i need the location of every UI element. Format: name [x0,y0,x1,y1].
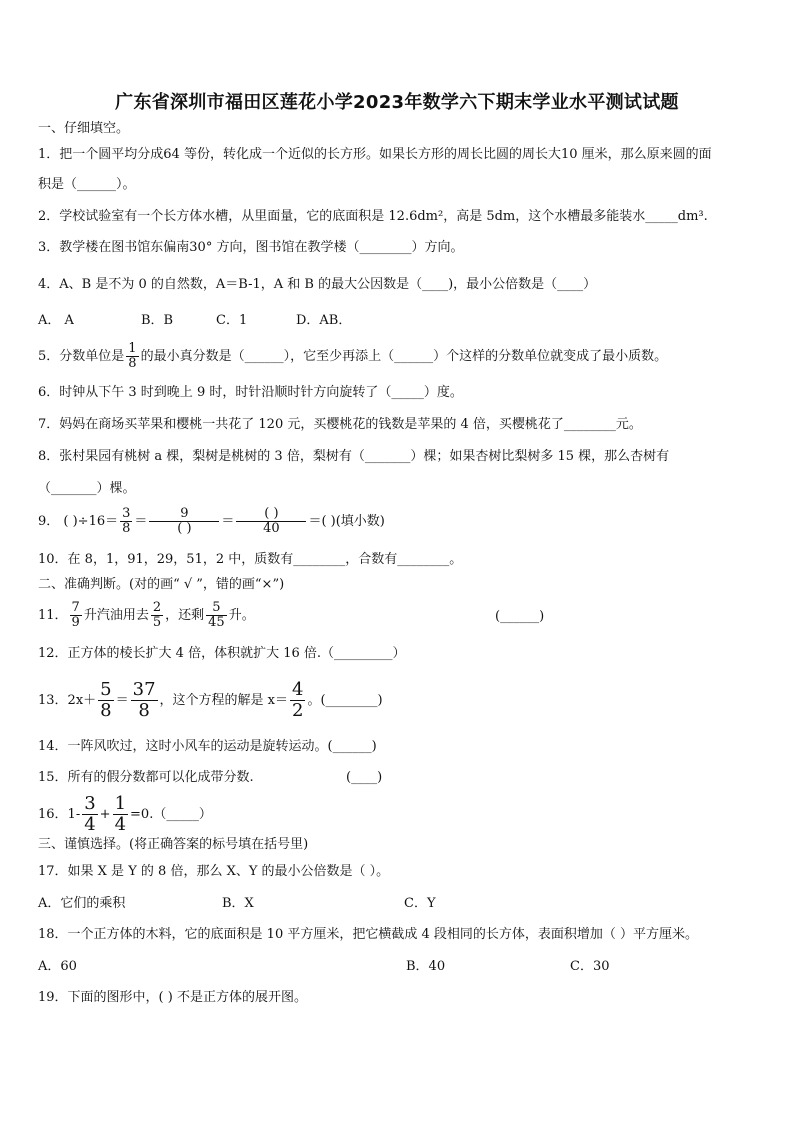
question-13-end: 。(________) [307,693,383,708]
answer-blank: (____) [346,770,383,785]
question-10: 10．在 8，1，91，29，51，2 中，质数有________，合数有________。 [38,552,463,567]
numerator: 1 [114,793,127,814]
equals-sign: ＝ [115,693,129,708]
numerator: 3 [84,793,96,814]
question-4: 4．A、B 是不为 0 的自然数，A＝B-1，A 和 B 的最大公因数是（____)，最小公倍数是（____） [38,277,597,292]
question-1-line-2: 积是（______）。 [38,177,136,192]
question-15 [38,770,438,786]
numerator: 1 [128,341,137,356]
question-8-line-1: 8．张村果园有桃树 a 棵，梨树是桃树的 3 倍，梨树有（_______）棵；如果杏树比梨树多 15 棵，那么杏树有 [38,449,670,464]
plus-sign: + [99,807,111,822]
question-16 [38,794,212,835]
question-16-start: 16．1- [38,807,81,822]
denominator: 5 [152,615,162,630]
question-12: 12．正方体的棱长扩大 4 倍，体积就扩大 16 倍.（_________） [38,646,406,661]
question-13-start: 13．2x＋ [38,693,97,708]
option-a: A．60 [38,959,77,974]
question-6: 6．时钟从下午 3 时到晚上 9 时，时针沿顺时针方向旋转了（_____）度。 [38,385,463,400]
equals-sign: ＝ [221,514,235,529]
exam-title: 广东省深圳市福田区莲花小学2023年数学六下期末学业水平测试试题 [115,92,679,113]
question-13 [38,680,383,721]
equals-sign: ＝ [134,514,148,529]
question-5-start: 5．分数单位是 [38,349,125,364]
option-b: B．X [222,896,254,911]
numerator: 3 [122,506,131,521]
answer-blank: (______) [495,609,545,624]
section-heading-3: 三、谨慎选择。(将正确答案的标号填在括号里) [38,837,309,852]
option-a: A．它们的乘积 [38,896,126,911]
question-11-text-3: 升。 [228,608,255,623]
question-5 [38,342,667,371]
denominator: 8 [122,521,131,536]
question-2: 2．学校试验室有一个长方体水槽，从里面量，它的底面积是 12.6dm²，高是 5dm，这个水槽最多能装水_____dm³. [38,209,708,224]
question-11-text-2: ，还剩 [165,608,205,623]
fraction-blank-40 [236,507,306,536]
option-c: C．Y [404,896,436,911]
question-11-text-1: 升汽油用去 [83,608,149,623]
fraction-5-8 [98,680,113,721]
question-3: 3．教学楼在图书馆东偏南30° 方向，图书馆在教学楼（________）方向。 [38,240,464,255]
denominator: 8 [138,700,150,721]
fraction-37-8 [131,680,158,721]
numerator: ( ) [236,507,306,522]
question-16-end: =0.（_____） [130,807,212,822]
fraction-7-9 [70,601,82,630]
question-7: 7．妈妈在商场买苹果和樱桃一共花了 120 元，买樱桃花的钱数是苹果的 4 倍，买樱桃花了________元。 [38,417,642,432]
question-15-text: 15．所有的假分数都可以化成带分数. [38,770,254,785]
question-5-end: 的最小真分数是（______），它至少再添上（______）个这样的分数单位就变成了最小质数。 [140,349,668,364]
question-11 [38,601,758,630]
numerator: 7 [71,600,80,615]
question-9-start: 9． ( )÷16＝ [38,514,119,529]
question-1-line-1: 1．把一个圆平均分成64 等份，转化成一个近似的长方形。如果长方形的周长比圆的周长大10 厘米，那么原来圆的面 [38,147,712,162]
fraction-2-5 [151,601,163,630]
option-b: B．B [141,313,174,328]
fraction-3-4 [82,794,97,835]
fraction-1-8 [126,342,138,371]
denominator: 8 [128,356,137,371]
question-19: 19．下面的图形中，( ) 不是正方体的展开图。 [38,990,307,1005]
numerator: 5 [100,679,112,700]
denominator: ( ) [177,521,192,536]
section-heading-1: 一、仔细填空。 [38,121,130,136]
denominator: 9 [71,615,80,630]
question-14: 14．一阵风吹过，这时小风车的运动是旋转运动。(______) [38,739,377,754]
fraction-9-blank [149,507,219,536]
question-9-end: ＝( )(填小数) [308,514,385,529]
question-8-line-2: （_______）棵。 [38,481,136,496]
denominator: 4 [114,814,127,835]
option-c: C．30 [570,959,610,974]
question-17: 17．如果 X 是 Y 的 8 倍，那么 X、Y 的最小公倍数是（ ）。 [38,864,390,879]
numerator: 5 [206,601,227,616]
fraction-3-8 [120,507,132,536]
question-18: 18．一个正方体的木料，它的底面积是 10 平方厘米，把它横截成 4 段相同的长方体，表面积增加（ ）平方厘米。 [38,927,699,942]
numerator: 37 [132,679,156,700]
option-c: C．1 [216,313,248,328]
question-13-text: ，这个方程的解是 x＝ [159,693,288,708]
denominator: 8 [100,700,112,721]
numerator: 9 [149,507,219,522]
numerator: 4 [292,679,304,700]
fraction-5-45 [206,601,227,630]
fraction-4-2 [290,680,305,721]
question-9 [38,507,385,536]
fraction-1-4 [113,794,128,835]
denominator: 45 [208,615,225,630]
option-a: A． A [38,313,74,328]
section-heading-2: 二、准确判断。(对的画“ √ ”，错的画“×”) [38,577,285,592]
denominator: 4 [84,814,96,835]
option-b: B．40 [406,959,446,974]
denominator: 2 [292,700,304,721]
numerator: 2 [152,600,162,615]
option-d: D．AB． [296,313,352,328]
denominator: 40 [263,521,280,536]
question-11-number: 11． [38,608,68,623]
